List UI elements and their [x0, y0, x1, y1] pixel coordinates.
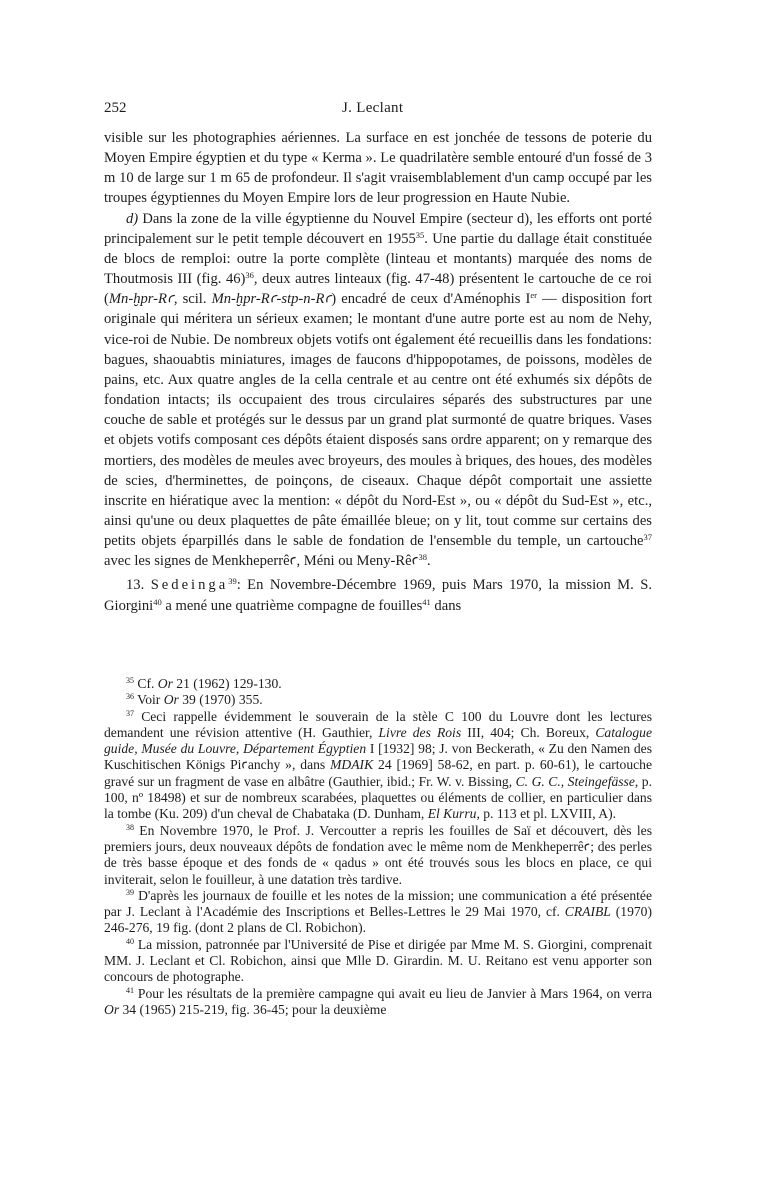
footnote-36: $^{36}$ Voir Or 39 (1970) 355.	[126, 692, 263, 708]
footnote-37: $^{37}$ Ceci rappelle évidemment le souverain de la stèle C 100 du Louvre dont les lectures demandent une révision attentive (H. Gauthier, Livre des Rois III, 404; Ch. Boreux, Catalogue guide, Musée du Louvre, Département Égyptien I [1932] 98; J. von Beckerath, « Zu den Namen des Kuschitischen Königs Piꜥanchy », dans MDAIK 24 [1969] 58-62, en part. p. 60-61), le cartouche gravé sur un fragment de vase en albâtre (Gauthier, ibid.; Fr. W. v. Bissing, C. G. C., Steingefässe, p. 100, nº 18498) et sur de nombreux scarabées, plaquettes ou éléments de collier, en particulier dans la tombe (Ku. 209) d'un cheval de Chabataka (D. Dunham, El Kurru, p. 113 et pl. LXVIII, A).	[104, 708, 653, 822]
footnote-35: $^{35}$ Cf. Or 21 (1962) 129-130.	[126, 676, 282, 691]
ordinal-superscript: er	[530, 290, 537, 301]
footnote-41: $^{41}$ Pour les résultats de la première campagne qui avait eu lieu de Janvier à Mars 1964, on verra Or 34 (1965) 215-219, fig. 36-45; pour la deuxième	[104, 985, 652, 1017]
main-text	[104, 128, 652, 616]
footnotes	[104, 676, 652, 1018]
paragraph-camp: visible sur les photographies aériennes. La surface en est jonchée de tessons de poterie du Moyen Empire égyptien et du type « Kerma ». Le quadrilatère semble entouré d'un fossé de 3 m 10 de large sur 1 m 65 de profondeur. Il s'agit vraisemblablement d'un camp occupé par les troupes égyptiennes du Moyen Empire lors de leur progression en Haute Nubie.	[104, 130, 652, 207]
footnote-40: $^{40}$ La mission, patronnée par l'Université de Pise et dirigée par Mme M. S. Giorgini, comprenait MM. J. Leclant et Cl. Robichon, ainsi que Mlle D. Girardin. M. U. Reitano est venu apporter son concours de photographe.	[104, 936, 652, 985]
footnote-38: $^{38}$ En Novembre 1970, le Prof. J. Vercoutter a repris les fouilles de Saï et découvert, dès les premiers jours, deux nouveaux dépôts de fondation avec le même nom de Menkheperrêꜥ; des perles de très basse époque et des fonds de « qadus » ont été trouvés sous les blocs en place, ce qui inviterait, selon le fouilleur, à une datation très tardive.	[104, 822, 652, 887]
running-header	[104, 100, 652, 122]
footnote-ref-38[interactable]: 38	[418, 552, 427, 563]
paragraph-sedeinga: 13. Sedeinga$^{39}$: En Novembre-Décembre 1969, puis Mars 1970, la mission M. S. Giorgini$^{40}$ a mené une quatrième compagne de fouilles$^{41}$ dans	[104, 576, 652, 614]
running-author: J. Leclant	[342, 100, 404, 116]
site-name: Sedeinga	[150, 577, 229, 594]
footnote-ref-36[interactable]: 36	[245, 270, 254, 281]
royal-name-full: Mn-ḫpr-Rꜥ-stp-n-Rꜥ	[211, 291, 332, 308]
section-number: 13.	[126, 577, 145, 594]
footnote-39: $^{39}$ D'après les journaux de fouille et les notes de la mission; une communication a été présentée par J. Leclant à l'Académie des Inscriptions et Belles-Lettres le 29 Mai 1970, cf. CRAIBL (1970) 246-276, 19 fig. (dont 2 plans de Cl. Robichon).	[104, 887, 653, 936]
footnote-ref-35[interactable]: 35	[415, 229, 425, 240]
footnote-ref-41[interactable]: 41	[422, 596, 431, 607]
footnote-ref-40[interactable]: 40	[153, 596, 162, 607]
royal-name: Mn-ḫpr-Rꜥ	[108, 291, 174, 308]
footnote-ref-39[interactable]: 39	[228, 576, 237, 587]
section-label: d)	[126, 210, 139, 227]
page-number: 252	[104, 100, 127, 116]
footnote-ref-37[interactable]: 37	[643, 532, 652, 543]
paragraph-temple: d) Dans la zone de la ville égyptienne du Nouvel Empire (secteur d), les efforts ont porté principalement sur le petit temple découvert en 1955$^{35}$. Une partie du dallage était constituée de blocs de remploi: outre la porte complète (linteau et montants) marquée des noms de Thoutmosis III (fig. 46)$^{36}$, deux autres linteaux (fig. 47-48) présentent le cartouche de ce roi (Mn-ḫpr-Rꜥ, scil. Mn-ḫpr-Rꜥ-stp-n-Rꜥ) encadré de ceux d'Aménophis Ier — disposition fort originale qui méritera un sérieux examen; le montant d'une autre porte est au nom de Nehy, vice-roi de Nubie. De nombreux objets votifs ont également été recueillis dans les fondations: bagues, shaouabtis miniatures, images de faucons d'hippopotames, de poissons, modèles de pains, etc. Aux quatre angles de la cella centrale et au centre ont été exhumés six dépôts de fondation intacts; ils occupaient des trous circulaires séparés des substructures par une couche de sable et protégés sur le dessus par un grand plat surmonté de quatre briques. Vases et objets votifs composant ces dépôts étaient disposés sans ordre apparent; on y remarque des mortiers, des modèles de meules avec broyeurs, des moules à briques, des houes, des modèles de scies, d'herminettes, de poinçons, de ciseaux. Chaque dépôt comportait une assiette inscrite en hiératique avec la mention: « dépôt du Nord-Est », ou « dépôt du Sud-Est », etc., ainsi qu'une ou deux plaquettes de pâte émaillée bleue; on y lit, tout comme sur certains des petits objets éparpillés dans le sable de fondation de l'ensemble du temple, un cartouche$^{37}$ avec les signes de Menkheperrêꜥ, Méni ou Meny-Rêꜥ$^{38}$.	[104, 210, 652, 570]
